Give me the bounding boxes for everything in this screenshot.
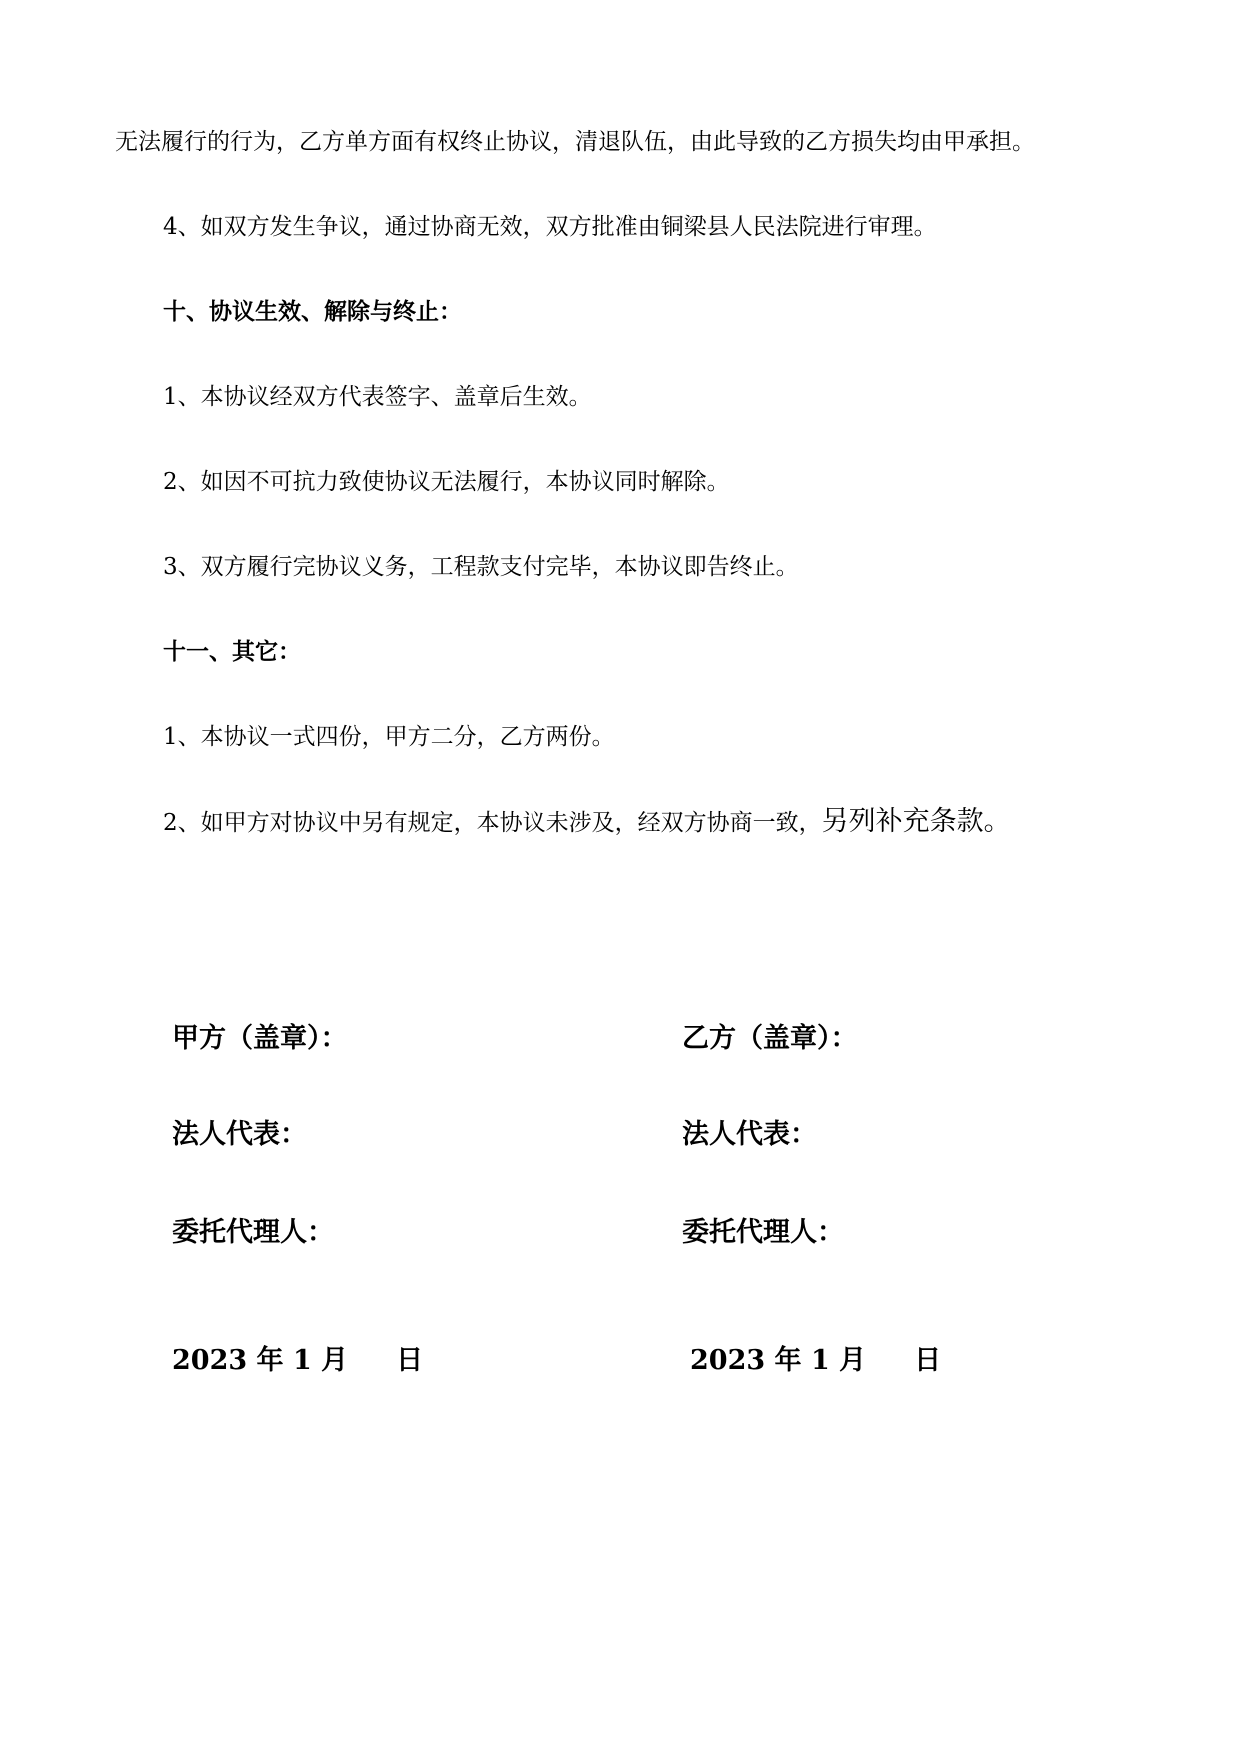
clause-9-4: 4、如双方发生争议，通过协商无效，双方批准由铜梁县人民法院进行审理。	[163, 214, 937, 240]
clause-11-2-main: 2、如甲方对协议中另有规定，本协议未涉及，经双方协商一致，	[163, 810, 822, 836]
clause-10-1: 1、本协议经双方代表签字、盖章后生效。	[163, 384, 592, 410]
section-10-heading: 十、协议生效、解除与终止：	[163, 298, 462, 325]
clause-11-2	[163, 807, 1011, 838]
body-line-continuation: 无法履行的行为，乙方单方面有权终止协议，清退队伍，由此导致的乙方损失均由甲承担。	[115, 129, 1035, 155]
clause-11-1: 1、本协议一式四份，甲方二分，乙方两份。	[163, 724, 615, 750]
clause-10-2: 2、如因不可抗力致使协议无法履行，本协议同时解除。	[163, 469, 730, 495]
party-b-seal-label: 乙方（盖章）：	[682, 1023, 858, 1054]
party-a-date	[172, 1344, 423, 1378]
clause-10-3: 3、双方履行完协议义务，工程款支付完毕，本协议即告终止。	[163, 554, 799, 580]
party-a-seal-label: 甲方（盖章）：	[172, 1023, 348, 1054]
party-b-agent-label: 委托代理人：	[682, 1217, 844, 1248]
party-b-date	[690, 1344, 941, 1378]
section-11-heading: 十一、其它：	[163, 638, 301, 665]
party-a-date-day: 日	[396, 1345, 424, 1376]
party-b-date-year-month: 2023 年 1 月	[690, 1345, 867, 1376]
clause-11-2-tail: 另列补充条款。	[821, 806, 1011, 837]
party-a-date-year-month: 2023 年 1 月	[172, 1345, 349, 1376]
party-a-agent-label: 委托代理人：	[172, 1217, 334, 1248]
party-b-legal-rep-label: 法人代表：	[682, 1119, 817, 1150]
party-b-date-day: 日	[914, 1345, 942, 1376]
party-a-legal-rep-label: 法人代表：	[172, 1119, 307, 1150]
